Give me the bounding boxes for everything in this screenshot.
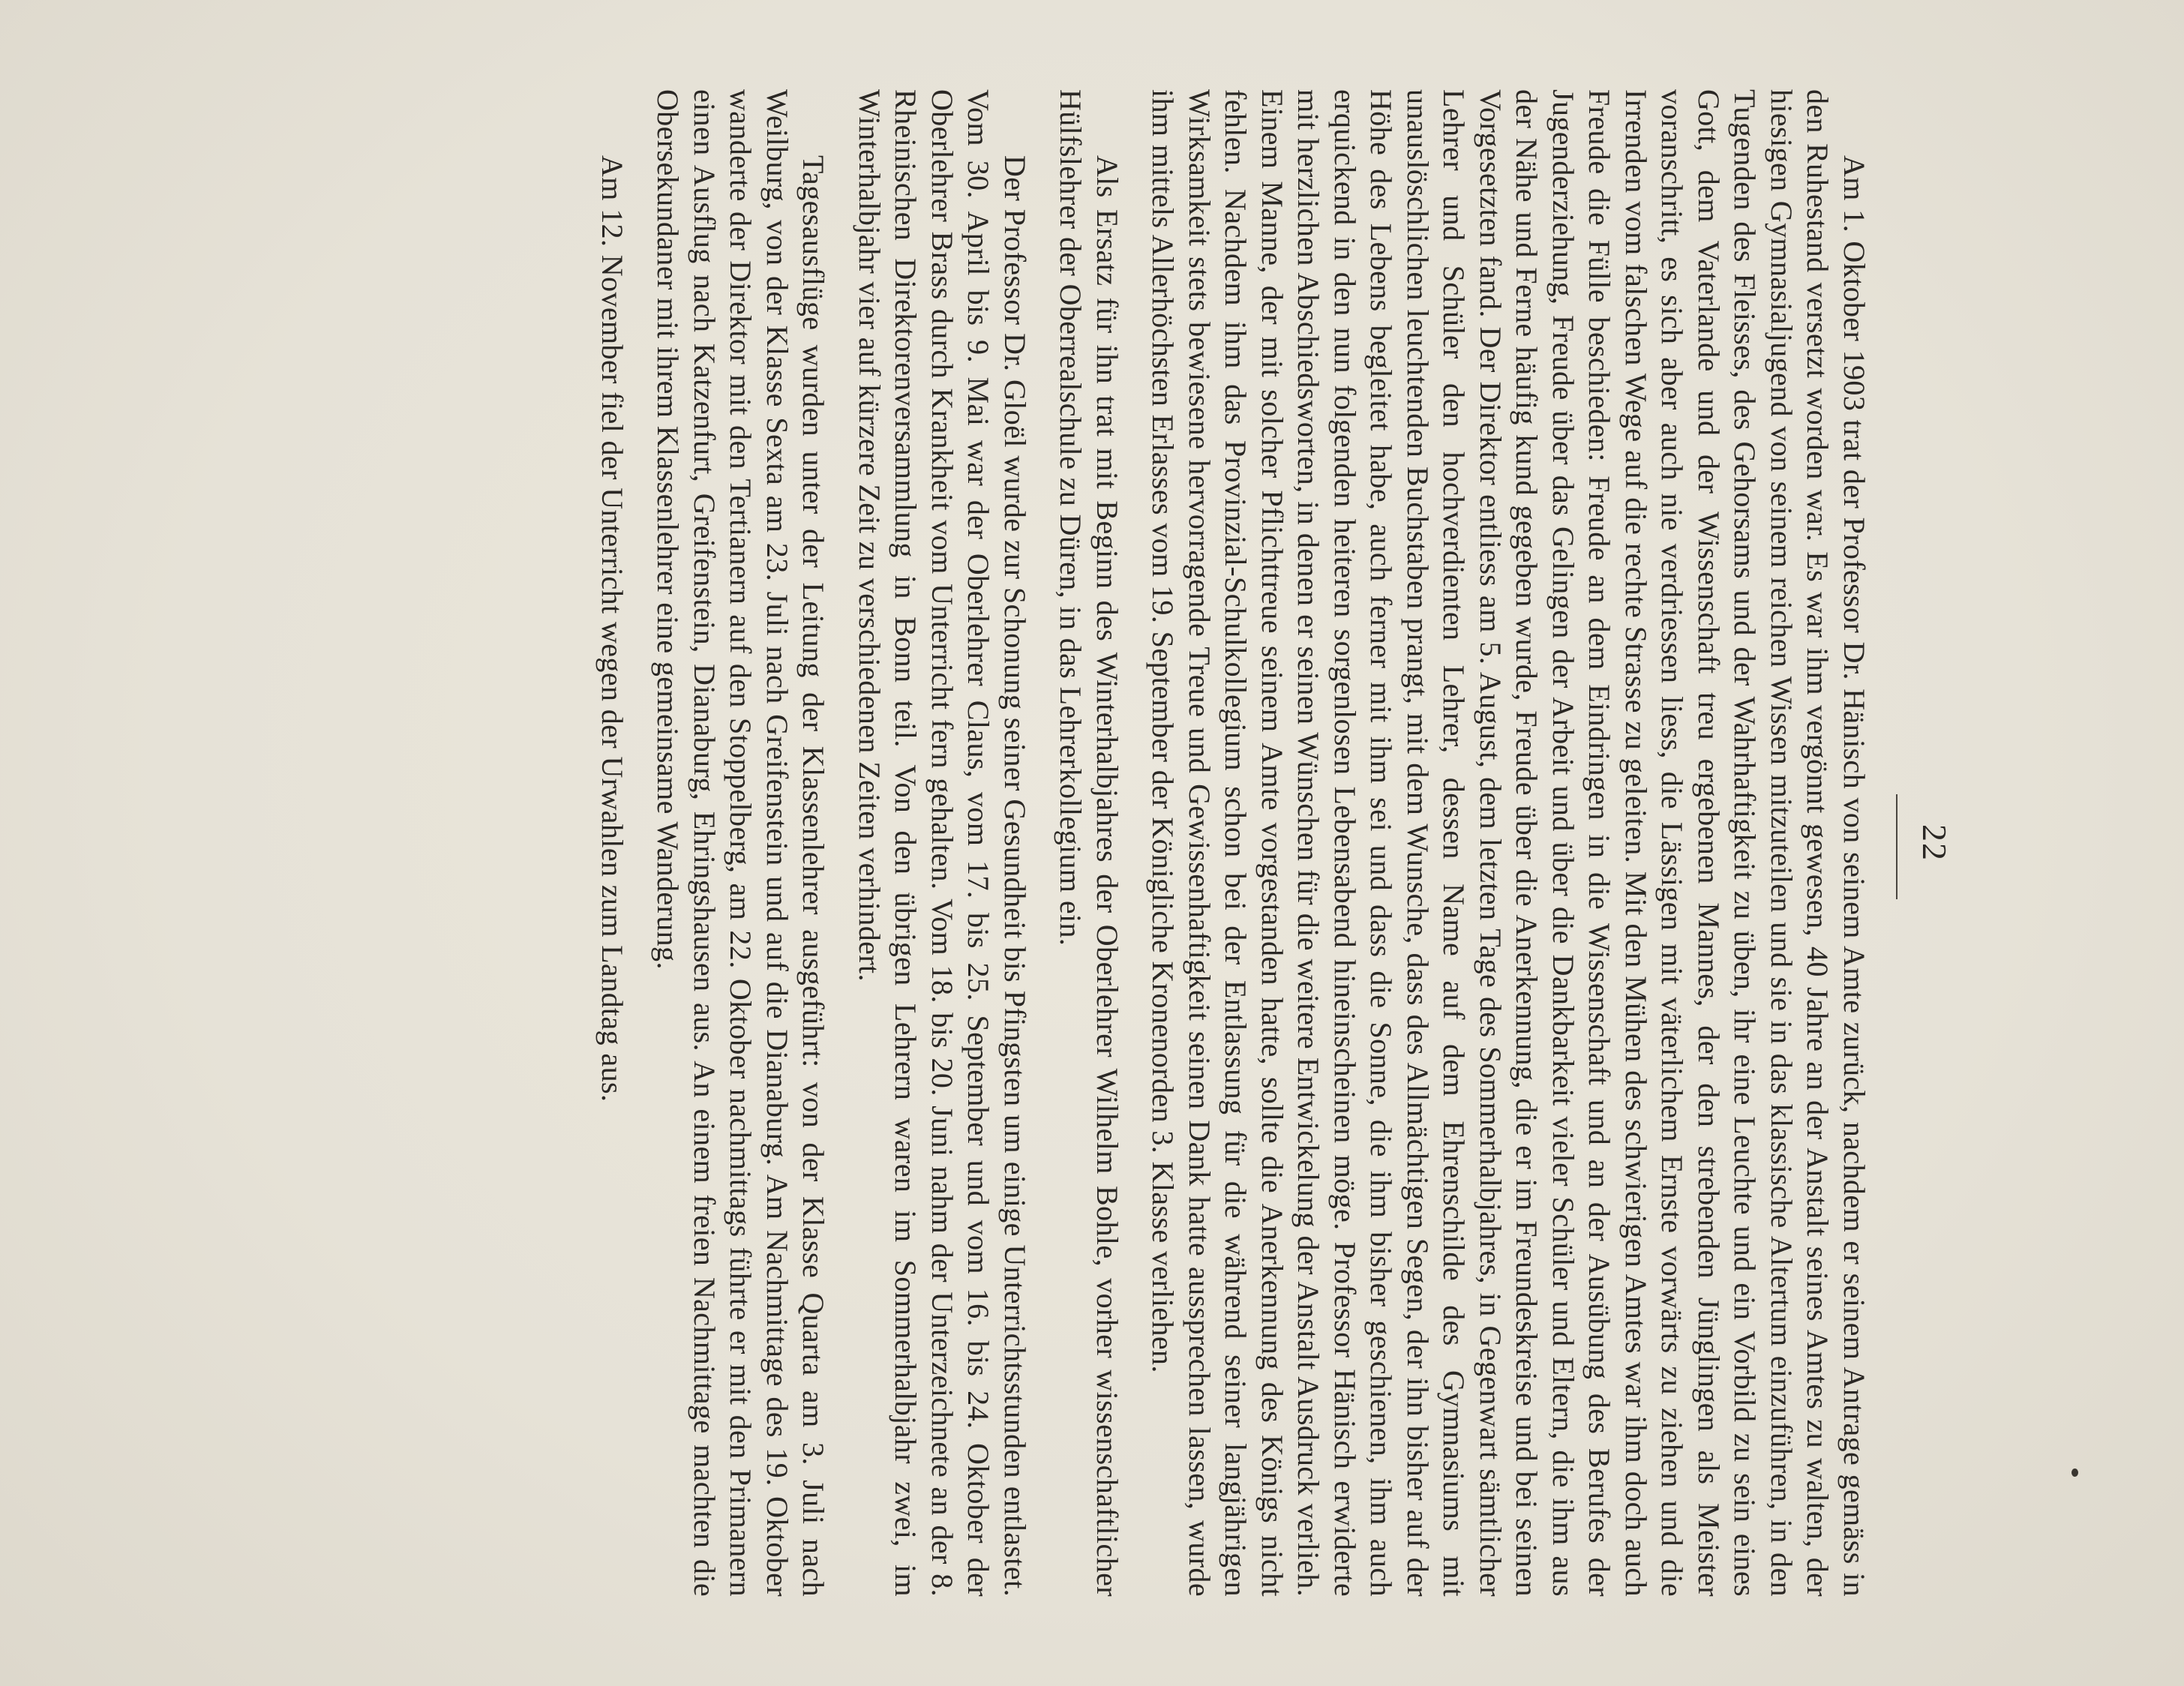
page-number: 22 <box>1916 824 1954 862</box>
paragraph: Am 1. Oktober 1903 trat der Professor Dr. Hänisch von seinem Amte zurück, nachdem er seinem Antrage gemäss in den Ruhestand versetzt worden war. Es war ihm vergönnt gewesen, 40 Jahre an der Anstalt seines Amtes zu walten, der hiesigen Gymnasialjugend von seinem reichen Wissen mitzuteilen und sie in das klassische Altertum einzuführen, in den Tugenden des Fleisses, des Gehorsams und der Wahrhaftigkeit zu üben, ihr eine Leuchte und ein Vorbild zu sein eines Gott, dem Vaterlande und der Wissenschaft treu ergebenen Mannes, der den strebenden Jünglingen als Meister voranschritt, es sich aber auch nie verdriessen liess, die Lässigen mit väterlichem Ernste vorwärts zu ziehen und die Irrenden vom falschen Wege auf die rechte Strasse zu geleiten. Mit den Mühen des schwierigen Amtes war ihm doch auch Freude die Fülle beschieden: Freude an dem Eindringen in die Wissenschaft und an der Ausübung des Berufes der Jugenderziehung, Freude über das Gelingen der Arbeit und über die Dankbarkeit vieler Schüler und Eltern, die ihm aus der Nähe und Ferne häufig kund gegeben wurde, Freude über die Anerkennung, die er im Freundeskreise und bei seinen Vorgesetzten fand. Der Direktor entliess am 5. August, dem letzten Tage des Sommerhalbjahres, in Gegenwart sämtlicher Lehrer und Schüler den hochverdienten Lehrer, dessen Name auf dem Ehrenschilde des Gymnasiums mit unauslöschlichen leuchtenden Buchstaben prangt, mit dem Wunsche, dass des Allmächtigen Segen, der ihn bisher auf der Höhe des Lebens begleitet habe, auch ferner mit ihm sei und dass die Sonne, die ihm bisher geschienen, ihm auch erquickend in den nun folgenden heiteren sorgenlosen Lebensabend hineinscheinen möge. Professor Hänisch erwiderte mit herzlichen Abschiedsworten, in denen er seinen Wünschen für die weitere Entwickelung der Anstalt Ausdruck verlieh. Einem Manne, der mit solcher Pflichttreue seinem Amte vorgestanden hatte, sollte die Anerkennung des Königs nicht fehlen. Nachdem ihm das Provinzial-Schulkollegium schon bei der Entlassung für die während seiner langjährigen Wirksamkeit stets bewiesene hervorragende Treue und Gewissenhaftigkeit seinen Dank hatte aussprechen lassen, wurde ihm mittels Allerhöchsten Erlasses vom 19. September der Königliche Kronenorden 3. Klasse verliehen. <box>1146 89 1871 1597</box>
ink-speck <box>2072 1468 2078 1477</box>
page-body <box>574 89 1873 1597</box>
rotated-text-block <box>230 44 1954 1642</box>
paragraph: Als Ersatz für ihn trat mit Beginn des Winterhalbjahres der Oberlehrer Wilhelm Bohle, vorher wissenschaftlicher Hülfslehrer der Oberrealschule zu Düren, in das Lehrerkollegium ein. <box>1054 89 1124 1597</box>
paragraph: Tagesausflüge wurden unter der Leitung der Klassenlehrer ausgeführt: von der Klasse Quarta am 3. Juli nach Weilburg, von der Klasse Sexta am 23. Juli nach Greifenstein und auf die Dianaburg. Am Nachmittage des 19. Oktober wanderte der Direktor mit den Tertianern auf den Stoppelberg, am 22. Oktober nachmittags führte er mit den Primanern einen Ausflug nach Katzenfurt, Greifenstein, Dianaburg, Ehringshausen aus. An einem freien Nachmittage machten die Obersekundaner mit ihrem Klassenlehrer eine gemeinsame Wanderung. <box>651 89 831 1597</box>
paragraph: Am 12. November fiel der Unterricht wegen der Urwahlen zum Landtag aus. <box>596 155 629 1102</box>
paragraph: Der Professor Dr. Gloël wurde zur Schonung seiner Gesundheit bis Pfingsten um einige Unterrichtsstunden entlastet. Vom 30. April bis 9. Mai war der Oberlehrer Claus, vom 17. bis 25. September und vom 16. bis 24. Oktober der Oberlehrer Brass durch Krankheit vom Unterricht fern gehalten. Vom 18. bis 20. Juni nahm der Unterzeichnete an der 8. Rheinischen Direktorenversammlung in Bonn teil. Von den übrigen Lehrern waren im Sommerhalbjahr zwei, im Winterhalbjahr vier auf kürzere Zeit zu verschiedenen Zeiten verhindert. <box>853 89 1032 1597</box>
header-rule <box>1896 794 1898 899</box>
